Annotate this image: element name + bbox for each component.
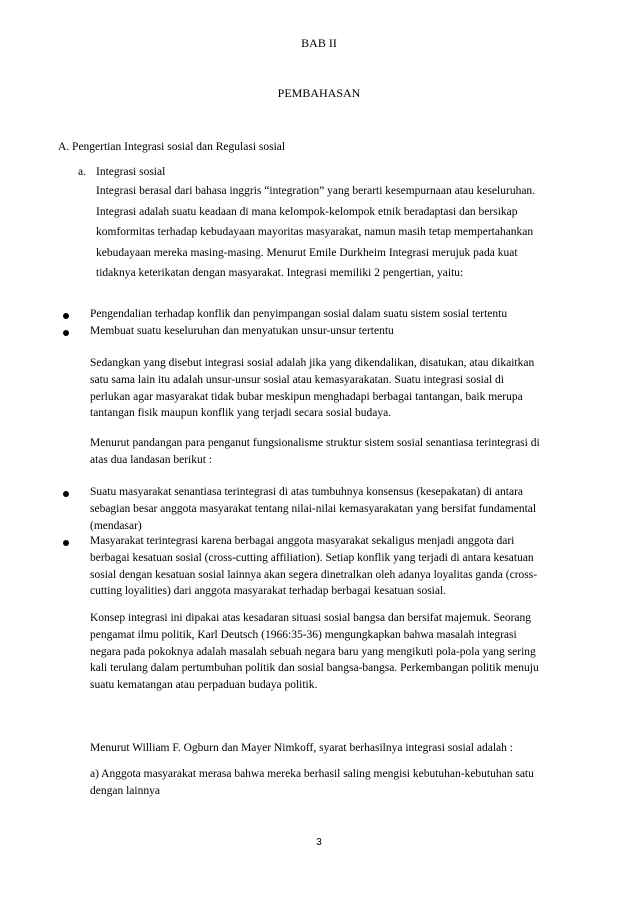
bullet-icon xyxy=(63,491,69,497)
paragraph-integration-social xyxy=(90,355,590,422)
text-line: berbagai kesatuan sosial (cross-cutting affiliation). Setiap konflik yang terjadi di antara kesatuan xyxy=(90,551,534,564)
paragraph-concept xyxy=(90,610,590,694)
bullet-item-cross-cutting xyxy=(90,533,590,600)
paragraph-requirement-a xyxy=(90,766,590,800)
text-line: cutting loyalities) dari anggota masyarakat terhadap berbagai kesatuan sosial. xyxy=(90,585,447,598)
text-line: Konsep integrasi ini dipakai atas kesadaran situasi sosial bangsa dan bersifat majemuk. Seorang xyxy=(90,612,532,624)
bullet-icon xyxy=(63,540,69,546)
text-line: kebudayaan mereka masing-masing. Menurut Emile Durkheim Integrasi merujuk pada kuat xyxy=(96,246,518,259)
text-line: atas dua landasan berikut : xyxy=(90,453,212,466)
chapter-title: BAB II xyxy=(301,36,337,50)
text-line: Sedangkan yang disebut integrasi sosial adalah jika yang dikendalikan, disatukan, atau dikaitkan xyxy=(90,357,535,369)
bullet-item: Pengendalian terhadap konflik dan penyimpangan sosial dalam suatu sistem sosial tertentu xyxy=(90,308,508,320)
text-line: sosial dengan kesatuan sosial lainnya akan segera dinetralkan oleh adanya loyalitas ganda (cross- xyxy=(90,568,538,581)
text-line: kali terulang dalam pertumbuhan politik dan sosial bangsa-bangsa. Perkembangan politik menuju xyxy=(90,662,539,675)
text-line: Integrasi berasal dari bahasa inggris “integration” yang berarti kesempurnaan atau keseluruhan. xyxy=(96,185,536,197)
bullet-item-consensus xyxy=(90,484,590,534)
text-line: (mendasar) xyxy=(90,519,142,532)
text-line: tidaknya keterikatan dengan masyarakat. Integrasi memiliki 2 pengertian, yaitu: xyxy=(96,267,464,280)
bullet-icon xyxy=(63,330,69,336)
text-line: Suatu masyarakat senantiasa terintegrasi di atas tumbuhnya konsensus (kesepakatan) di antara xyxy=(90,486,524,498)
text-line: pengamat ilmu politik, Karl Deutsch (1966:35-36) mengungkapkan bahwa masalah integrasi xyxy=(90,628,517,641)
paragraph-integration-definition xyxy=(96,181,586,284)
section-heading: PEMBAHASAN xyxy=(277,86,361,100)
text-line: dengan lainnya xyxy=(90,784,160,797)
section-a-heading: A. Pengertian Integrasi sosial dan Regulasi sosial xyxy=(58,141,286,153)
text-line: tantangan fisik maupun konflik yang terjadi secara sosial budaya. xyxy=(90,407,392,420)
bullet-item: Membuat suatu keseluruhan dan menyatukan unsur-unsur tertentu xyxy=(90,325,394,337)
text-line: a) Anggota masyarakat merasa bahwa mereka berhasil saling mengisi kebutuhan-kebutuhan satu xyxy=(90,768,534,780)
text-line: Masyarakat terintegrasi karena berbagai anggota masyarakat sekaligus menjadi anggota dari xyxy=(90,535,515,547)
text-line: suatu kematangan atau perpaduan budaya politik. xyxy=(90,679,318,692)
subsection-marker: a. xyxy=(78,166,86,178)
text-line: sebagian besar anggota masyarakat tentang nilai-nilai kemasyarakatan yang bersifat fundamental xyxy=(90,502,537,515)
text-line: Menurut pandangan para penganut fungsionalisme struktur sistem sosial senantiasa terintegrasi di xyxy=(90,437,540,449)
paragraph-ogburn: Menurut William F. Ogburn dan Mayer Nimkoff, syarat berhasilnya integrasi sosial adalah : xyxy=(90,742,513,754)
bullet-icon xyxy=(63,313,69,319)
text-line: negara pada pokoknya adalah masalah sebuah negara baru yang mengikuti pola-pola yang sering xyxy=(90,645,536,658)
text-line: satu sama lain itu adalah unsur-unsur sosial atau kemasyarakatan. Suatu integrasi sosial di xyxy=(90,373,504,386)
page-number: 3 xyxy=(316,837,322,848)
text-line: perlukan agar masyarakat tidak bubar meskipun menghadapi berbagai tantangan, baik merupa xyxy=(90,390,523,403)
text-line: Integrasi adalah suatu keadaan di mana kelompok-kelompok etnik beradaptasi dan bersikap xyxy=(96,205,518,218)
text-line: komformitas terhadap kebudayaan mayoritas masyarakat, namun masih tetap mempertahankan xyxy=(96,226,534,239)
paragraph-functionalism xyxy=(90,435,590,469)
subsection-title: Integrasi sosial xyxy=(96,166,166,178)
